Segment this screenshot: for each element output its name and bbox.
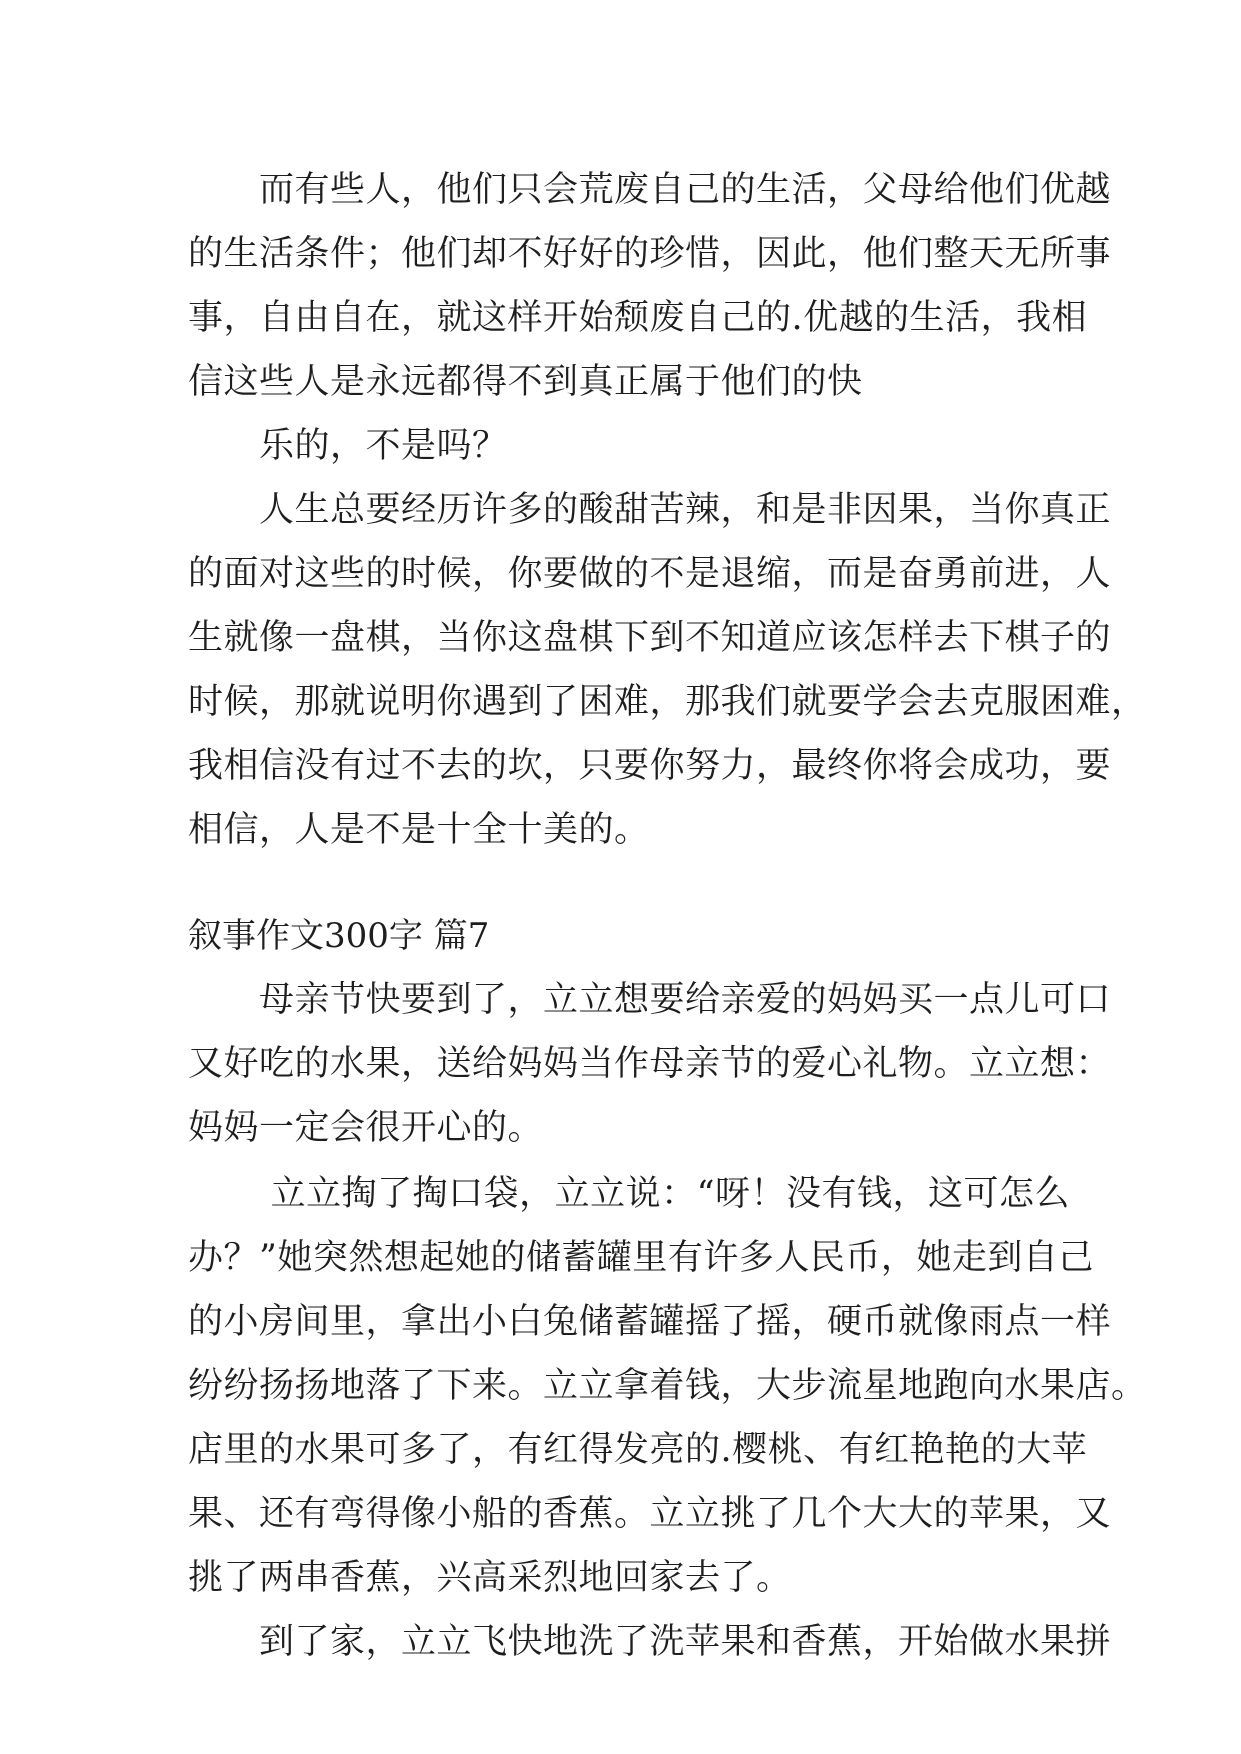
paragraph-line: 办？”她突然想起她的储蓄罐里有许多人民币，她走到自己 bbox=[188, 1238, 1094, 1278]
section-title: 叙事作文300字 篇7 bbox=[188, 916, 490, 956]
paragraph-line: 到了家，立立飞快地洗了洗苹果和香蕉，开始做水果拼 bbox=[188, 1622, 1112, 1662]
paragraph-line: 母亲节快要到了，立立想要给亲爱的妈妈买一点儿可口 bbox=[188, 980, 1112, 1020]
paragraph-line: 又好吃的水果，送给妈妈当作母亲节的爱心礼物。立立想： bbox=[188, 1044, 1112, 1084]
paragraph-line: 的面对这些的时候，你要做的不是退缩，而是奋勇前进，人 bbox=[188, 554, 1112, 594]
paragraph-line: 我相信没有过不去的坎，只要你努力，最终你将会成功，要 bbox=[188, 746, 1112, 786]
paragraph-line: 的生活条件；他们却不好好的珍惜，因此，他们整天无所事 bbox=[188, 234, 1112, 274]
paragraph-line: 立立掏了掏口袋，立立说：“呀！没有钱，这可怎么 bbox=[188, 1174, 1071, 1214]
paragraph-line: 的小房间里，拿出小白兔储蓄罐摇了摇，硬币就像雨点一样 bbox=[188, 1302, 1112, 1342]
paragraph-line: 纷纷扬扬地落了下来。立立拿着钱，大步流星地跑向水果店。 bbox=[188, 1366, 1147, 1406]
paragraph-line: 信这些人是永远都得不到真正属于他们的快 bbox=[188, 362, 863, 402]
paragraph-line: 挑了两串香蕉，兴高采烈地回家去了。 bbox=[188, 1558, 792, 1598]
paragraph-line: 时候，那就说明你遇到了困难，那我们就要学会去克服困难， bbox=[188, 682, 1147, 722]
paragraph-line: 相信，人是不是十全十美的。 bbox=[188, 810, 650, 850]
paragraph-line: 店里的水果可多了，有红得发亮的.樱桃、有红艳艳的大苹 bbox=[188, 1430, 1088, 1470]
paragraph-line: 妈妈一定会很开心的。 bbox=[188, 1108, 544, 1148]
paragraph-line: 乐的，不是吗？ bbox=[188, 426, 508, 466]
paragraph-line: 人生总要经历许多的酸甜苦辣，和是非因果，当你真正 bbox=[188, 490, 1112, 530]
paragraph-line: 事，自由自在，就这样开始颓废自己的.优越的生活，我相 bbox=[188, 298, 1088, 338]
paragraph-line: 而有些人，他们只会荒废自己的生活，父母给他们优越 bbox=[188, 170, 1112, 210]
paragraph-line: 生就像一盘棋，当你这盘棋下到不知道应该怎样去下棋子的 bbox=[188, 618, 1112, 658]
paragraph-line: 果、还有弯得像小船的香蕉。立立挑了几个大大的苹果，又 bbox=[188, 1494, 1112, 1534]
